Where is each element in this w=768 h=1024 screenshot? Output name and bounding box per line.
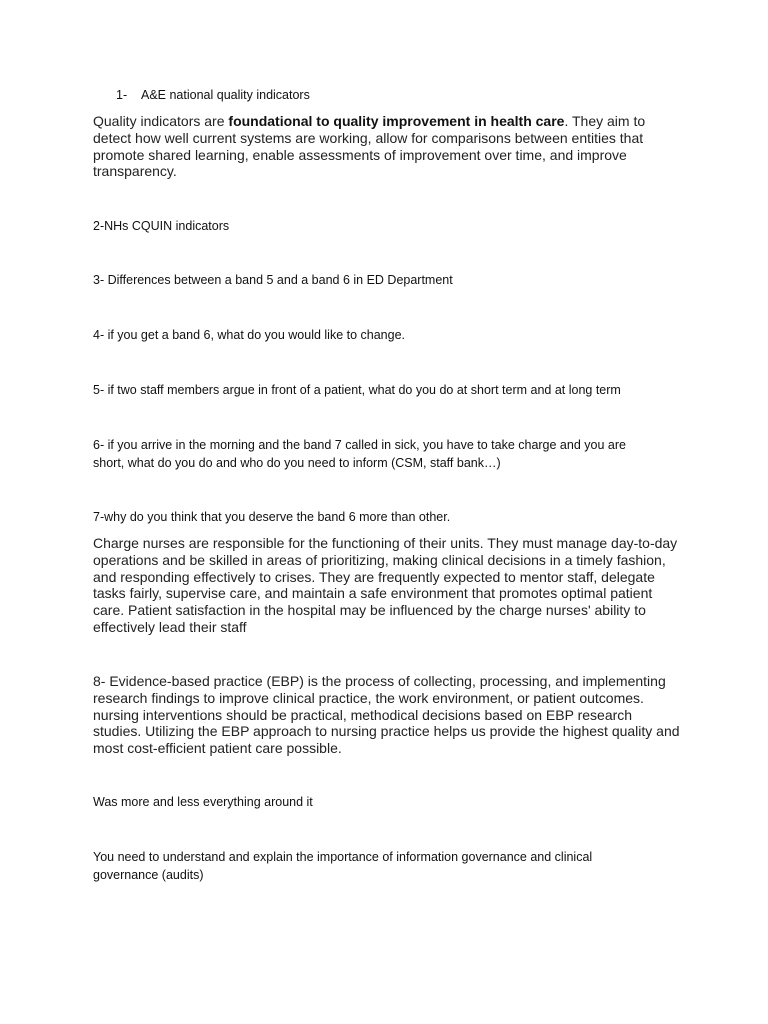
heading-item-6-line-1: 6- if you arrive in the morning and the band 7 called in sick, you have to take charge and you are bbox=[93, 438, 626, 452]
note-everything-around-it: Was more and less everything around it bbox=[93, 795, 313, 809]
item-1-number: 1- bbox=[116, 88, 128, 102]
p1-text-end: . They aim to detect how well current systems are working, allow for comparisons between entities that promote shared learning, enable assessments of improvement over time, and improve transparency. bbox=[93, 113, 646, 180]
note-governance-line-2: governance (audits) bbox=[93, 868, 204, 882]
heading-item-2: 2-NHs CQUIN indicators bbox=[93, 219, 230, 233]
p1-bold-phrase: foundational to quality improvement in health care bbox=[228, 113, 565, 129]
paragraph-charge-nurses: Charge nurses are responsible for the functioning of their units. They must manage day-to-day operations and be skilled in areas of prioritizing, making clinical decisions in a timely fashion, and responding effectively to crises. They are frequently expected to mentor staff, delegate tasks fairly, supervise care, and maintain a safe environment that promotes optimal patient care. Patient satisfaction in the hospital may be influenced by the charge nurses' ability to effectively lead their staff bbox=[93, 535, 678, 635]
heading-item-1 bbox=[116, 86, 310, 104]
p1-text-start: Quality indicators are bbox=[93, 113, 229, 129]
note-governance-line-1: You need to understand and explain the importance of information governance and clinical bbox=[93, 850, 593, 864]
heading-item-6-line-2: short, what do you do and who do you need to inform (CSM, staff bank…) bbox=[93, 456, 501, 470]
heading-item-7: 7-why do you think that you deserve the band 6 more than other. bbox=[93, 510, 451, 524]
heading-item-3: 3- Differences between a band 5 and a band 6 in ED Department bbox=[93, 273, 453, 287]
heading-item-5: 5- if two staff members argue in front of a patient, what do you do at short term and at long term bbox=[93, 383, 621, 397]
heading-item-4: 4- if you get a band 6, what do you would like to change. bbox=[93, 328, 406, 342]
paragraph-quality-indicators bbox=[93, 113, 683, 180]
paragraph-evidence-based-practice: 8- Evidence-based practice (EBP) is the process of collecting, processing, and implementing research findings to improve clinical practice, the work environment, or patient outcomes. nursing interventions should be practical, methodical decisions based on EBP research studies. Utilizing the EBP approach to nursing practice helps us provide the highest quality and most cost-efficient patient care possible. bbox=[93, 673, 680, 757]
item-1-title: A&E national quality indicators bbox=[141, 88, 310, 102]
